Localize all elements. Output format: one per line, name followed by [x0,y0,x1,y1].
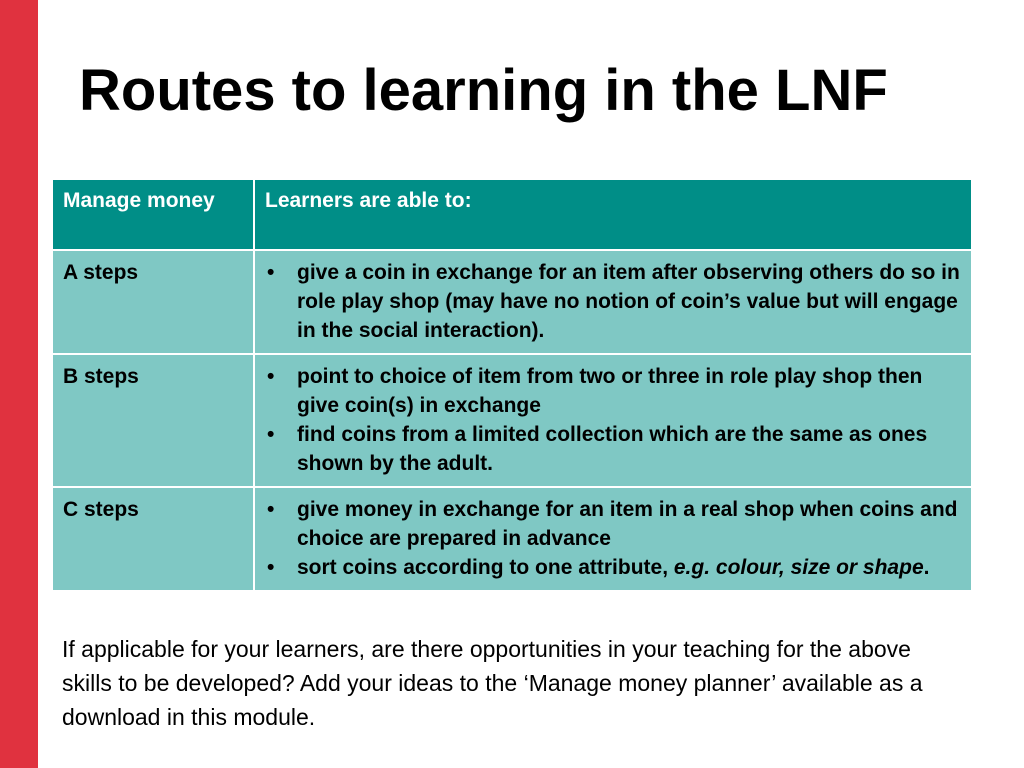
steps-table [51,178,973,592]
bullet-icon: • [267,423,275,446]
bullet-item [265,553,961,582]
bullet-icon: • [267,498,275,521]
bullet-list [265,362,961,478]
bullet-text: give a coin in exchange for an item after observing others do so in role play shop (may have no notion of coin’s value but will engage in the social interaction). [297,261,960,342]
bullet-item [265,420,961,478]
step-description [254,250,972,354]
table-row-c-steps [52,487,972,591]
bullet-item [265,362,961,420]
header-manage-money: Manage money [52,179,254,250]
bullet-text: point to choice of item from two or three in role play shop then give coin(s) in exchange [297,365,923,417]
bullet-text-italic: e.g. colour, size or shape [673,556,924,579]
red-side-bar [0,0,38,768]
step-label: B steps [52,354,254,487]
bullet-item [265,495,961,553]
step-description [254,487,972,591]
step-label: A steps [52,250,254,354]
bullet-text: give money in exchange for an item in a real shop when coins and choice are prepared in advance [297,498,958,550]
page-title: Routes to learning in the LNF [79,58,888,123]
table-row-b-steps [52,354,972,487]
bullet-text: find coins from a limited collection which are the same as ones shown by the adult. [297,423,928,475]
step-label: C steps [52,487,254,591]
bullet-list [265,495,961,582]
table-row-a-steps [52,250,972,354]
header-learners-able: Learners are able to: [254,179,972,250]
caption-text: If applicable for your learners, are there opportunities in your teaching for the above skills to be developed? Add your ideas to the ‘Manage money planner’ available as a download in this module. [62,636,923,730]
bullet-icon: • [267,261,275,284]
bullet-icon: • [267,365,275,388]
bullet-text: sort coins according to one attribute, [297,556,674,579]
bullet-item [265,258,961,345]
bullet-text-end: . [923,556,930,579]
table-header-row [52,179,972,250]
bullet-list [265,258,961,345]
bullet-icon: • [267,556,275,579]
step-description [254,354,972,487]
